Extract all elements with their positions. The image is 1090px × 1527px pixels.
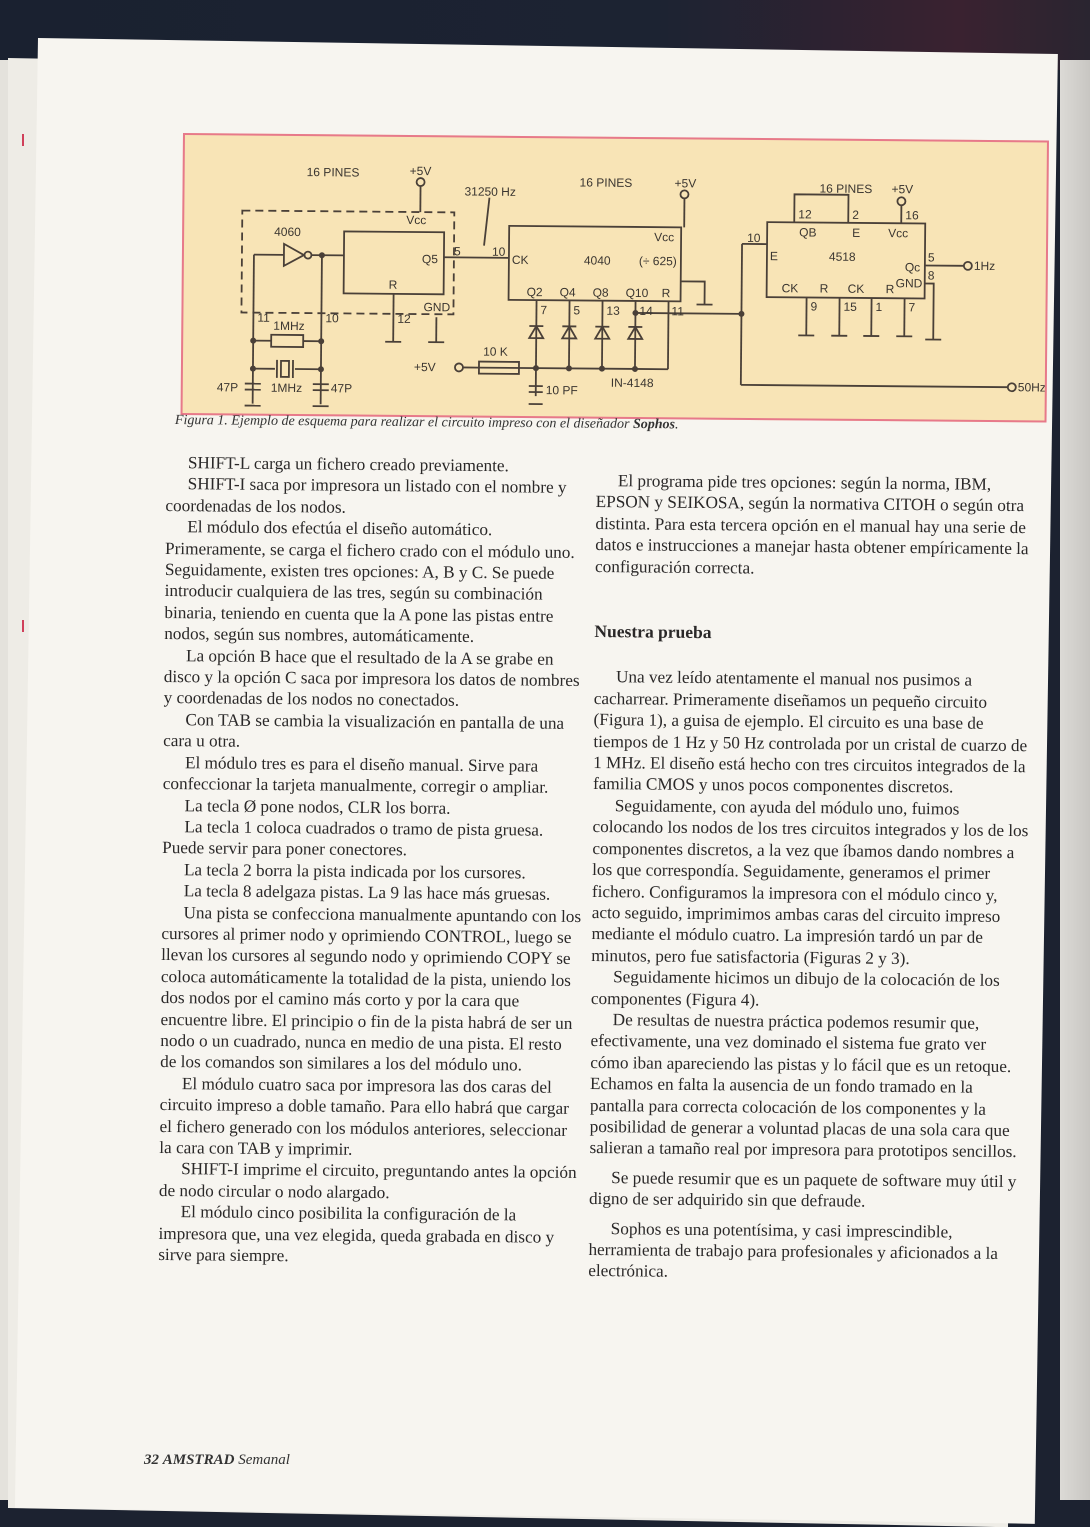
label-ic-4040: 4040 (584, 254, 611, 268)
label-clock: CK (848, 282, 865, 296)
label-vcc: Vcc (654, 230, 674, 244)
label-pins-4060: 16 PINES (307, 165, 360, 179)
caption-text: Figura 1. Ejemplo de esquema para realizar el circuito impreso con el diseñador (175, 413, 633, 432)
label-vcc-supply: +5V (891, 182, 913, 196)
label-pin: 11 (671, 304, 684, 318)
caption-product: Sophos (633, 417, 675, 432)
circuit-diagram (183, 135, 1047, 421)
label-pin: 16 (905, 208, 919, 222)
label-pin: 5 (454, 244, 461, 258)
spacer (595, 577, 1033, 625)
label-pin: 13 (606, 304, 620, 318)
label-pin: 10 (325, 311, 339, 325)
paragraph: Con TAB se cambia la visualización en pantalla de una cara u otra. (163, 709, 583, 756)
paragraph: SHIFT-I saca por impresora un listado con el nombre y coordenadas de los nodos. (165, 473, 585, 520)
label-reset: R (820, 282, 829, 296)
paragraph: De resultas de nuestra práctica podemos resumir que, efectivamente, una vez dominado el sistema fue grato ver cómo iban apareciendo las pistas y lo fácil que es un retoque. Echamos en falta la ausencia de un fondo tramado en la pantalla para correcta colocación de los componentes y la posibilidad de generar a voluntad placas de una sola cara que salieran a tamaño real por impresora para prototipos sencillos. (589, 1009, 1028, 1163)
paragraph: La opción B hace que el resultado de la A se grabe en disco y la opción C saca por impresora los datos de nombres y coordenadas de los nodos no conectados. (164, 645, 585, 713)
right-column (588, 470, 1034, 1286)
label-q5: Q5 (422, 252, 438, 266)
label-gnd: GND (896, 276, 923, 290)
crystal-symbol (281, 361, 289, 377)
paragraph: SHIFT-L carga un fichero creado previamente. (166, 452, 586, 477)
paragraph: La tecla 8 adelgaza pistas. La 9 las hace más gruesas. (162, 880, 582, 905)
label-pin: 10 (747, 231, 761, 245)
label-output-1hz: 1Hz (974, 259, 995, 273)
label-clock: CK (512, 253, 529, 267)
label-pin: 8 (928, 269, 935, 283)
label-frequency: 31250 Hz (464, 184, 515, 198)
label-qc: Qc (905, 260, 920, 274)
paragraph: Sophos es una potentísima, y casi imprescindible, herramienta de trabajo para profesionales y aficionados a la electrónica. (588, 1218, 1027, 1286)
paragraph: Seguidamente hicimos un dibujo de la colocación de los componentes (Figura 4). (591, 966, 1029, 1013)
label-reset: R (662, 286, 671, 300)
caption-end: . (675, 417, 679, 432)
label-enable: E (770, 249, 778, 263)
registration-mark (22, 134, 24, 146)
label-vcc-supply: +5V (414, 360, 436, 374)
label-vcc-supply: +5V (675, 176, 697, 190)
label-clock: CK (782, 281, 799, 295)
label-output-50hz: 50Hz (1018, 380, 1046, 394)
label-pin: 5 (573, 303, 580, 317)
label-enable: E (852, 226, 860, 240)
label-vcc: Vcc (406, 213, 426, 227)
label-pin: 7 (908, 300, 915, 314)
page-edge-right (1060, 60, 1090, 1500)
label-pin: 14 (639, 304, 653, 318)
left-column (158, 452, 586, 1269)
label-reset: R (389, 278, 398, 292)
label-reset: R (886, 282, 895, 296)
feedback-resistor (271, 335, 303, 347)
label-divider: (÷ 625) (639, 254, 677, 268)
page-number: 32 (144, 1452, 159, 1468)
section-heading: Nuestra prueba (594, 621, 1032, 647)
paragraph: El módulo dos efectúa el diseño automático. Primeramente, se carga el fichero crado con el módulo uno. Seguidamente, existen tres opciones: A, B y C. Se puede introducir cualquiera de las tres, según su combinación binaria, teniendo en cuenta que la A pone las pistas entre nodos, según sus nombres, automáticamente. (164, 516, 585, 648)
label-ic-4518: 4518 (829, 250, 856, 264)
magazine-name: AMSTRAD (163, 1452, 235, 1468)
paragraph: El módulo cinco posibilita la configuración de la impresora que, una vez elegida, queda grabada en disco y sirve para siempre. (158, 1201, 579, 1269)
label-gnd: GND (423, 300, 450, 314)
label-pin: 12 (798, 207, 812, 221)
label-pin: 11 (257, 311, 270, 325)
label-pins-4040: 16 PINES (580, 175, 633, 189)
label-pin: 15 (843, 300, 857, 314)
paragraph: El programa pide tres opciones: según la norma, IBM, EPSON y SEIKOSA, según la normativa CITOH o según otra distinta. Para esta tercera opción en el manual hay una serie de datos e instrucciones a manejar hasta obtener empíricamente la configuración correcta. (595, 470, 1034, 581)
label-vcc-supply: +5V (410, 164, 432, 178)
label-pin: 10 (492, 245, 506, 259)
paragraph: El módulo cuatro saca por impresora las dos caras del circuito impreso a doble tamaño. Para ello habrá que cargar el fichero generado con los módulos anteriores, seleccionar la cara con TAB y imprimir. (159, 1073, 580, 1163)
label-q4: Q4 (560, 285, 576, 299)
paragraph: Se puede resumir que es un paquete de software muy útil y digno de ser adquirido sin que defraude. (589, 1167, 1027, 1214)
label-vcc: Vcc (888, 226, 908, 240)
label-diodes: IN-4148 (611, 376, 654, 390)
label-pin: 2 (852, 208, 859, 222)
label-capacitor: 47P (217, 380, 238, 394)
label-pins-4518: 16 PINES (819, 182, 872, 196)
page-footer (144, 1452, 290, 1469)
paragraph: Una vez leído atentamente el manual nos pusimos a cacharrear. Primeramente diseñamos un pequeño circuito (Figura 1), a guisa de ejemplo. El circuito es una base de tiempos de 1 Hz y 50 Hz controlada por un cristal de cuarzo de 1 MHz. El diseño está hecho con tres circuitos integrados de la familia CMOS y unos pocos componentes discretos. (593, 666, 1032, 799)
label-capacitor: 47P (331, 381, 352, 395)
label-crystal: 1MHz (271, 381, 302, 395)
label-q8: Q8 (593, 286, 609, 300)
label-pin: 1 (875, 300, 882, 314)
paragraph: La tecla 2 borra la pista indicada por los cursores. (162, 859, 582, 884)
label-capacitor: 10 PF (546, 383, 578, 397)
paragraph: Seguidamente, con ayuda del módulo uno, fuimos colocando los nodos de los tres circuitos integrados y los de los componentes discretos, a la vez que íbamos dando nombres a los que correspondía. Seguidamente, generamos el primer fichero. Configuramos la impresora con el módulo cinco y, acto seguido, imprimimos ambas caras del circuito impreso mediante el módulo cuatro. La impresión tardó un par de minutos, pero fue satisfactoria (Figuras 2 y 3). (591, 795, 1031, 970)
label-pin: 5 (928, 251, 935, 265)
label-q10: Q10 (626, 286, 649, 300)
inverter-symbol (284, 244, 304, 266)
registration-mark (22, 620, 24, 632)
paragraph: La tecla Ø pone nodos, CLR los borra. (163, 794, 583, 819)
label-pin: 9 (810, 299, 817, 313)
paragraph: El módulo tres es para el diseño manual. Sirve para confeccionar la tarjeta manualmente, corregir o ampliar. (163, 752, 583, 799)
figure-1-schematic (181, 133, 1049, 423)
label-qb: QB (799, 225, 816, 239)
label-ic-4060: 4060 (274, 225, 301, 239)
label-q2: Q2 (527, 285, 543, 299)
paragraph: Una pista se confecciona manualmente apuntando con los cursores al primer nodo y oprimiendo CONTROL, luego se llevan los cursores al segundo nodo y oprimiendo COPY se coloca automáticamente la totalidad de la pista, uniendo los dos nodos por el camino más corto y por la cara que encuentre libre. El principio o fin de la pista habrá de ser un nodo o un cuadrado, nunca en medio de una pista. El resto de los comandos son similares a los del módulo uno. (160, 902, 582, 1077)
label-pin: 12 (397, 312, 411, 326)
paragraph: La tecla 1 coloca cuadrados o tramo de pista gruesa. Puede servir para poner conectores. (162, 816, 582, 863)
paragraph: SHIFT-I imprime el circuito, preguntando antes la opción de nodo circular o nodo alargado. (159, 1158, 579, 1205)
label-pin: 7 (540, 303, 547, 317)
label-resistor: 10 K (483, 345, 508, 359)
label-resistor: 1MHz (273, 319, 304, 333)
magazine-edition: Semanal (238, 1452, 290, 1468)
